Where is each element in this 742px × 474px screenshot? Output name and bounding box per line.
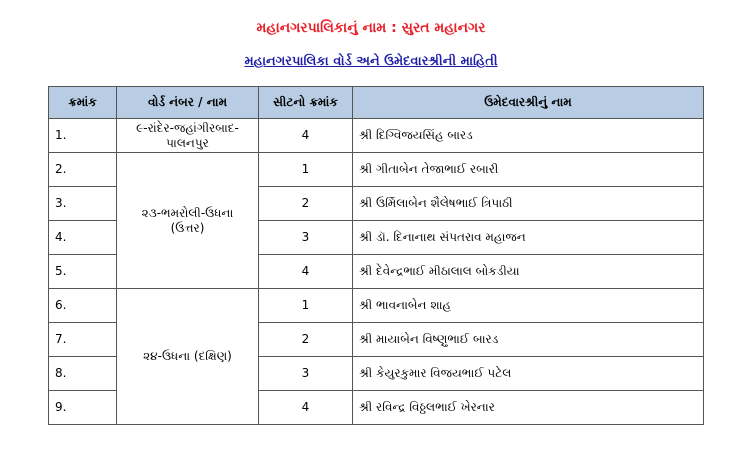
serial-cell: 6. — [49, 289, 117, 323]
candidate-name-cell: શ્રી ભાવનાબેન શાહ — [353, 289, 704, 323]
serial-cell: 7. — [49, 323, 117, 357]
page-title: મહાનગરપાલિકાનું નામ : સુરત મહાનગર — [256, 20, 486, 36]
seat-cell: 4 — [259, 391, 353, 425]
candidate-name-cell: શ્રી માયાબેન વિષ્ણુભાઈ બારડ — [353, 323, 704, 357]
candidate-name-cell: શ્રી ઉર્મિલાબેન શૈલેષભાઈ ત્રિપાઠી — [353, 187, 704, 221]
candidate-name-cell: શ્રી રવિન્દ્ર વિઠ્ઠલભાઈ ખેરનાર — [353, 391, 704, 425]
candidate-name-cell: શ્રી દેવેન્દ્રભાઈ મીઠાલાલ બોકડીયા — [353, 255, 704, 289]
seat-cell: 1 — [259, 289, 353, 323]
candidates-table — [48, 86, 704, 425]
table-row — [49, 153, 704, 187]
serial-cell: 9. — [49, 391, 117, 425]
candidate-name-cell: શ્રી ગીતાબેન તેજાભાઈ રબારી — [353, 153, 704, 187]
serial-cell: 2. — [49, 153, 117, 187]
serial-cell: 1. — [49, 119, 117, 153]
header-serial: ક્રમાંક — [49, 87, 117, 119]
ward-cell: ૨૩-ભમરોલી-ઉધના (ઉત્તર) — [117, 153, 259, 289]
seat-cell: 1 — [259, 153, 353, 187]
ward-cell: ૯-રાંદેર-જહાંગીરબાદ-પાલનપુર — [117, 119, 259, 153]
header-candidate-name: ઉમેદવારશ્રીનું નામ — [353, 87, 704, 119]
table-row — [49, 289, 704, 323]
header-ward: વોર્ડ નંબર / નામ — [117, 87, 259, 119]
candidate-name-cell: શ્રી કેયુરકુમાર વિજયભાઈ પટેલ — [353, 357, 704, 391]
serial-cell: 3. — [49, 187, 117, 221]
seat-cell: 3 — [259, 357, 353, 391]
seat-cell: 4 — [259, 119, 353, 153]
seat-cell: 3 — [259, 221, 353, 255]
page-subtitle: મહાનગરપાલિકા વોર્ડ અને ઉમેદવારશ્રીની માહિતી — [244, 54, 498, 69]
ward-cell: ૨૪-ઉધના (દક્ષિણ) — [117, 289, 259, 425]
serial-cell: 4. — [49, 221, 117, 255]
seat-cell: 2 — [259, 187, 353, 221]
serial-cell: 5. — [49, 255, 117, 289]
table-row — [49, 119, 704, 153]
candidate-name-cell: શ્રી ડૉ. દિનાનાથ સંપતરાવ મહાજન — [353, 221, 704, 255]
candidate-name-cell: શ્રી દિગ્વિજયસિંહ બારડ — [353, 119, 704, 153]
table-header-row — [49, 87, 704, 119]
seat-cell: 2 — [259, 323, 353, 357]
header-seat: સીટનો ક્રમાંક — [259, 87, 353, 119]
seat-cell: 4 — [259, 255, 353, 289]
serial-cell: 8. — [49, 357, 117, 391]
